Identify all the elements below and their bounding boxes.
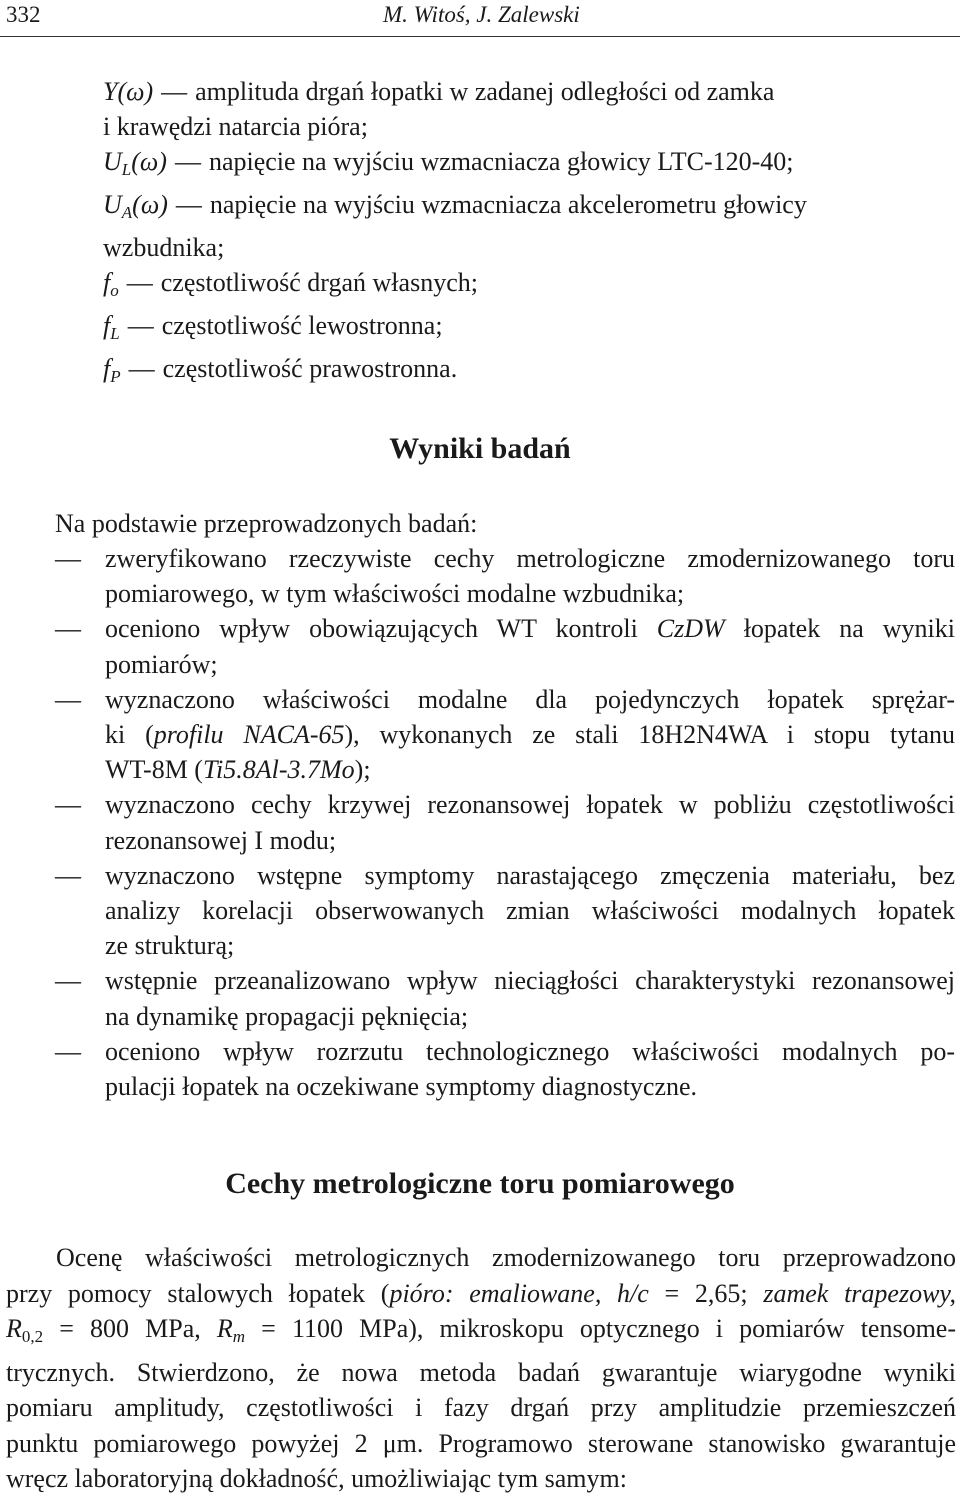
results-intro: Na podstawie przeprowadzonych badań: xyxy=(55,509,478,538)
results-list xyxy=(55,541,955,1104)
symbol-item-continuation: i krawędzi natarcia pióra; xyxy=(103,112,368,141)
list-item: — zweryfikowano rzeczywiste cechy metrologiczne zmodernizowanego toru pomiarowego, w tym właściwości modalne wzbudnika; xyxy=(55,541,955,611)
symbol-item: $f_o$ — częstotliwość drgań własnych; xyxy=(103,268,478,300)
bullet-dash: — xyxy=(55,614,81,644)
symbol-item: Y(ω) — amplituda drgań łopatki w zadanej odległości od zamka xyxy=(103,77,775,106)
header-rule xyxy=(0,36,960,37)
page-number: 332 xyxy=(6,2,41,27)
symbol-item: $f_L$ — częstotliwość lewostronna; xyxy=(103,311,443,343)
list-item: — wyznaczono wstępne symptomy narastającego zmęczenia materiału, bez analizy korelacji obserwowanych zmian właściwości modalnych łopatek ze strukturą; xyxy=(55,858,955,964)
symbol: Y(ω) xyxy=(103,77,154,106)
section-heading-metrology: Cechy metrologiczne toru pomiarowego xyxy=(225,1167,735,1200)
list-item: — oceniono wpływ rozrzutu technologicznego właściwości modalnych po- pulacji łopatek na oczekiwane symptomy diagnostyczne. xyxy=(55,1034,955,1104)
bullet-dash: — xyxy=(55,860,81,890)
bullet-dash: — xyxy=(55,544,81,573)
symbol-item: $f_P$ — częstotliwość prawostronna. xyxy=(103,354,458,386)
symbol-item: $U_A(\omega)$ — napięcie na wyjściu wzmacniacza akcelerometru głowicy xyxy=(103,190,807,222)
list-item: — wstępnie przeanalizowano wpływ nieciągłości charakterystyki rezonansowej na dynamikę propagacji pęknięcia; xyxy=(55,963,955,1033)
bullet-dash: — xyxy=(55,1036,81,1066)
bullet-dash: — xyxy=(55,790,81,820)
list-item: — wyznaczono cechy krzywej rezonansowej łopatek w pobliżu częstotliwości rezonansowej I modu; xyxy=(55,787,955,857)
list-item: — wyznaczono właściwości modalne dla pojedynczych łopatek sprężar- ki (profilu NACA-65), wykonanych ze stali 18H2N4WA i stopu tytanu WT-8M (Ti5.8Al-3.7Mo); xyxy=(55,682,955,788)
metrology-paragraph: Ocenę właściwości metrologicznych zmodernizowanego toru przeprowadzono przy pomocy stalowych łopatek (pióro: emaliowane, h/c = 2,65; zamek trapezowy, $R_{0,2} = 800$ MPa, $R_m = 1100$ MPa), mikroskopu optycznego i pomiarów tensome- trycznych. Stwierdzono, że nowa metoda badań gwarantuje wiarygodne wyniki pomiaru amplitudy, częstotliwości i fazy drgań przy amplitudzie przemieszczeń punktu pomiarowego powyżej 2 μm. Programowo sterowane stanowisko gwarantuje wręcz laboratoryjną dokładność, umożliwiając tym samym: xyxy=(6,1243,957,1493)
symbol-definition: amplituda drgań łopatki w zadanej odległości od zamka xyxy=(195,77,775,106)
running-header xyxy=(0,0,960,40)
bullet-dash: — xyxy=(55,966,81,996)
running-head-authors: M. Witoś, J. Zalewski xyxy=(383,2,580,27)
symbol-item: $U_L(\omega)$ — napięcie na wyjściu wzmacniacza głowicy LTC-120-40; xyxy=(103,147,794,179)
symbol-definitions xyxy=(103,74,903,394)
section-heading-results: Wyniki badań xyxy=(389,432,571,465)
symbol-item-continuation: wzbudnika; xyxy=(103,233,225,262)
list-item: — oceniono wpływ obowiązujących WT kontroli CzDW łopatek na wyniki pomiarów; xyxy=(55,611,955,681)
bullet-dash: — xyxy=(55,684,81,714)
